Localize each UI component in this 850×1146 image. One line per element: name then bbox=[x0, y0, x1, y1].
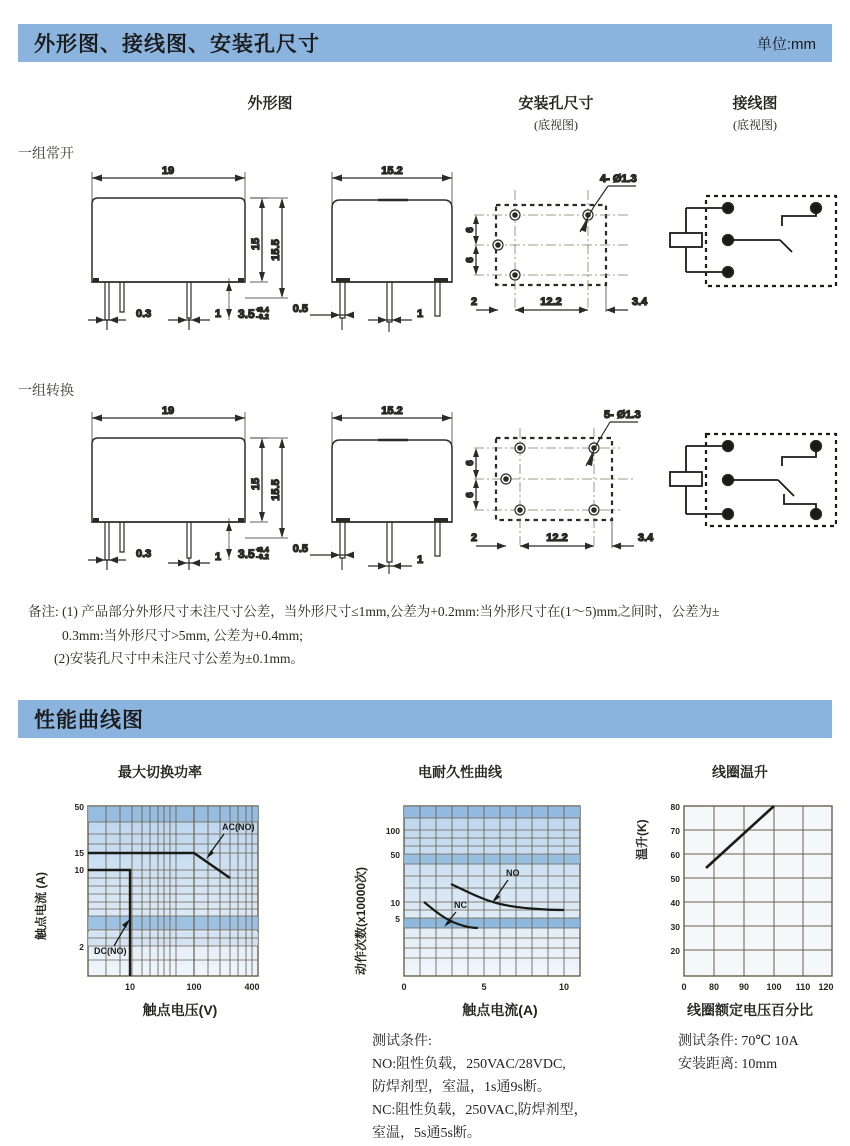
svg-text:50: 50 bbox=[390, 850, 400, 860]
svg-text:0: 0 bbox=[681, 982, 687, 992]
svg-text:40: 40 bbox=[670, 898, 680, 908]
conditions-endurance bbox=[372, 1030, 652, 1145]
column-title-outline: 外形图 bbox=[247, 95, 293, 112]
cond-endurance-line-4: NC:阻性负载，250VAC,防焊剂型， bbox=[372, 1103, 588, 1119]
svg-text:3.5: 3.5 bbox=[238, 307, 255, 321]
svg-text:0.3: 0.3 bbox=[136, 548, 152, 560]
section-title-outline: 外形图、接线图、安装孔尺寸 bbox=[34, 33, 320, 56]
svg-text:1: 1 bbox=[215, 308, 222, 320]
svg-text:20: 20 bbox=[670, 946, 680, 956]
chart-title-temprise: 线圈温升 bbox=[712, 764, 768, 780]
svg-text:19: 19 bbox=[161, 165, 175, 177]
chart-temprise-x-axis-label: 线圈额定电压百分比 bbox=[687, 1002, 813, 1018]
svg-text:100: 100 bbox=[186, 982, 202, 992]
column-subtitle-wiring: (底视图) bbox=[733, 118, 777, 132]
svg-text:6: 6 bbox=[465, 492, 476, 498]
svg-text:90: 90 bbox=[738, 982, 750, 992]
notes-block bbox=[28, 600, 838, 671]
svg-text:NC: NC bbox=[454, 900, 467, 910]
svg-text:10: 10 bbox=[124, 982, 136, 992]
svg-text:NO: NO bbox=[506, 868, 520, 878]
svg-text:3.5: 3.5 bbox=[238, 547, 255, 561]
svg-text:0.5: 0.5 bbox=[292, 543, 308, 555]
column-title-wiring: 接线图 bbox=[732, 95, 778, 112]
svg-text:50: 50 bbox=[670, 874, 680, 884]
svg-text:80: 80 bbox=[670, 802, 680, 812]
drawing-group2 bbox=[60, 400, 840, 590]
chart-power bbox=[42, 798, 272, 1008]
cond-temprise-line-1: 测试条件: 70℃ 10A bbox=[678, 1034, 799, 1049]
cond-endurance-line-5: 室温，5s通5s断。 bbox=[372, 1126, 481, 1142]
svg-text:120: 120 bbox=[818, 982, 834, 992]
svg-text:60: 60 bbox=[670, 850, 680, 860]
svg-text:15.5: 15.5 bbox=[270, 239, 282, 261]
svg-text:1: 1 bbox=[417, 308, 424, 320]
column-subtitle-mounting: (底视图) bbox=[534, 118, 578, 132]
svg-text:-: - bbox=[256, 554, 259, 561]
svg-text:15.5: 15.5 bbox=[270, 479, 282, 501]
note-line-2: 0.3mm:当外形尺寸>5mm, 公差为+0.4mm; bbox=[62, 627, 303, 643]
section-header-outline bbox=[18, 24, 832, 62]
svg-text:0.5: 0.5 bbox=[292, 303, 308, 315]
svg-text:2: 2 bbox=[470, 296, 478, 308]
note-line-3: (2)安装孔尺寸中未注尺寸公差为±0.1mm。 bbox=[54, 651, 305, 667]
svg-text:DC(NO): DC(NO) bbox=[94, 946, 127, 956]
svg-text:2: 2 bbox=[79, 942, 84, 952]
svg-text:100: 100 bbox=[766, 982, 782, 992]
cond-temprise-line-2: 安装距离: 10mm bbox=[678, 1057, 778, 1073]
svg-text:10: 10 bbox=[74, 865, 84, 875]
svg-text:0.2: 0.2 bbox=[259, 314, 269, 321]
svg-text:6: 6 bbox=[465, 460, 476, 466]
svg-text:15: 15 bbox=[250, 477, 262, 491]
svg-text:0: 0 bbox=[401, 982, 407, 992]
svg-text:110: 110 bbox=[795, 982, 811, 992]
svg-text:AC(NO): AC(NO) bbox=[222, 822, 255, 832]
chart-temprise-y-axis-label: 温升(K) bbox=[635, 819, 649, 860]
chart-temprise bbox=[640, 798, 840, 1008]
chart-endurance bbox=[358, 798, 608, 1008]
chart-power-x-axis-label: 触点电压(V) bbox=[142, 1002, 218, 1018]
cond-endurance-line-2: NO:阻性负载，250VAC/28VDC, bbox=[372, 1057, 566, 1073]
svg-text:+: + bbox=[256, 307, 261, 314]
conditions-temprise bbox=[678, 1030, 850, 1076]
unit-label: 单位:mm bbox=[756, 35, 816, 53]
svg-text:0.3: 0.3 bbox=[136, 308, 152, 320]
svg-text:70: 70 bbox=[670, 826, 680, 836]
column-title-mounting: 安装孔尺寸 bbox=[518, 95, 594, 112]
svg-text:1: 1 bbox=[417, 554, 424, 566]
svg-text:0.4: 0.4 bbox=[259, 307, 269, 314]
svg-text:5: 5 bbox=[395, 914, 400, 924]
drawing-group1 bbox=[60, 160, 840, 350]
chart-endurance-y-axis-label: 动作次数(x10000次) bbox=[354, 866, 368, 975]
svg-text:100: 100 bbox=[385, 826, 400, 836]
cond-endurance-line-1: 测试条件: bbox=[372, 1034, 432, 1049]
svg-text:10: 10 bbox=[558, 982, 570, 992]
svg-text:80: 80 bbox=[708, 982, 720, 992]
section-title-curves: 性能曲线图 bbox=[34, 709, 144, 732]
chart-endurance-x-axis-label: 触点电流(A) bbox=[462, 1002, 538, 1018]
svg-text:3.4: 3.4 bbox=[632, 296, 648, 308]
svg-text:0.2: 0.2 bbox=[259, 554, 269, 561]
svg-text:10: 10 bbox=[390, 898, 400, 908]
svg-text:12.2: 12.2 bbox=[540, 296, 562, 308]
svg-text:15: 15 bbox=[250, 237, 262, 251]
section-header-curves bbox=[18, 700, 832, 738]
chart-title-power: 最大切换功率 bbox=[118, 764, 202, 780]
svg-text:4- Ø1.3: 4- Ø1.3 bbox=[600, 173, 637, 185]
svg-text:15.2: 15.2 bbox=[381, 165, 403, 177]
cond-endurance-line-3: 防焊剂型，室温，1s通9s断。 bbox=[372, 1080, 551, 1096]
svg-text:5- Ø1.3: 5- Ø1.3 bbox=[604, 409, 641, 421]
svg-text:-: - bbox=[256, 314, 259, 321]
svg-text:5: 5 bbox=[481, 982, 487, 992]
svg-text:1: 1 bbox=[215, 551, 222, 563]
svg-text:6: 6 bbox=[465, 257, 476, 263]
svg-text:15.2: 15.2 bbox=[381, 405, 403, 417]
svg-text:2: 2 bbox=[470, 532, 478, 544]
note-line-1: 备注: (1) 产品部分外形尺寸未注尺寸公差，当外形尺寸≤1mm,公差为+0.2mm:当外形尺寸在(1～5)mm之间时，公差为± bbox=[28, 604, 720, 619]
svg-text:3.4: 3.4 bbox=[638, 532, 654, 544]
svg-text:+: + bbox=[256, 547, 261, 554]
row-label-group2: 一组转换 bbox=[18, 384, 74, 399]
chart-title-endurance: 电耐久性曲线 bbox=[418, 764, 502, 780]
svg-text:12.2: 12.2 bbox=[546, 532, 568, 544]
svg-text:15: 15 bbox=[74, 848, 84, 858]
svg-text:19: 19 bbox=[161, 405, 175, 417]
row-label-group1: 一组常开 bbox=[18, 147, 74, 162]
svg-text:0.4: 0.4 bbox=[259, 547, 269, 554]
svg-text:400: 400 bbox=[244, 982, 260, 992]
chart-power-y-axis-label: 触点电流 (A) bbox=[34, 872, 48, 940]
svg-text:6: 6 bbox=[465, 227, 476, 233]
svg-text:50: 50 bbox=[74, 802, 84, 812]
svg-text:30: 30 bbox=[670, 922, 680, 932]
